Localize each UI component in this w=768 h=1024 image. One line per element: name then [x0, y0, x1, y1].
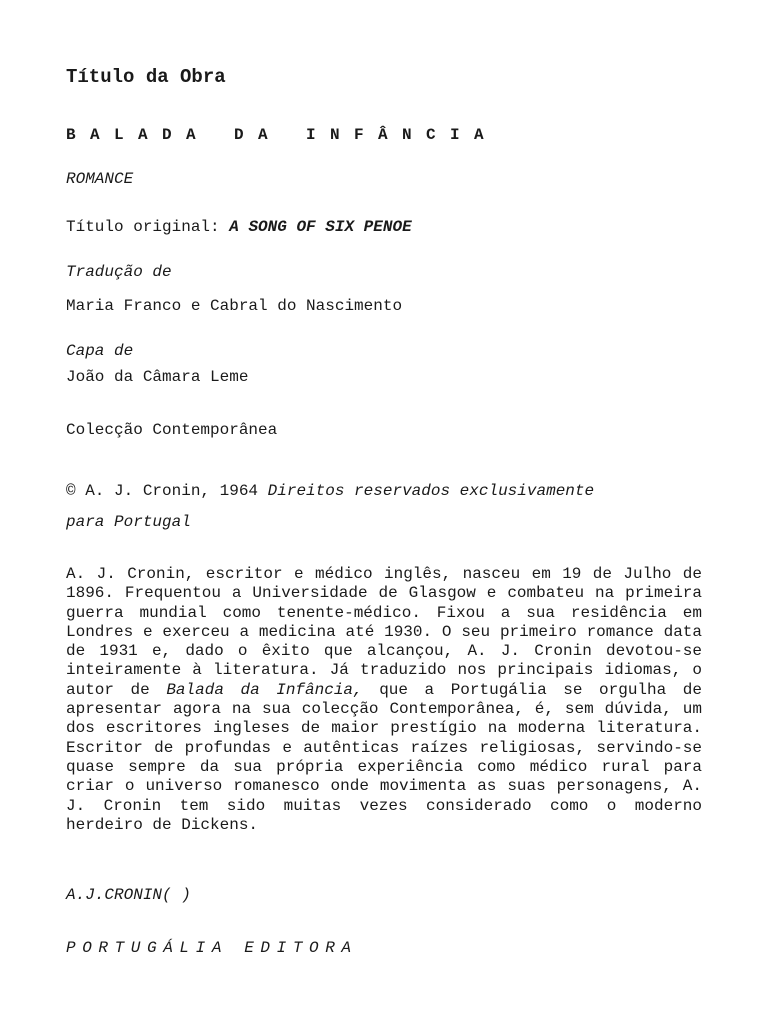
genre-label: ROMANCE: [66, 170, 134, 188]
translators: Maria Franco e Cabral do Nascimento: [66, 297, 403, 315]
original-title-label: Título original:: [66, 218, 230, 236]
publisher-name: PORTUGÁLIA EDITORA: [66, 939, 358, 957]
translation-label: Tradução de: [66, 263, 172, 281]
copyright-line: [66, 482, 594, 501]
cover-artist: João da Câmara Leme: [66, 368, 249, 386]
collection-name: Colecção Contemporânea: [66, 421, 278, 439]
author-signature: A.J.CRONIN( ): [66, 886, 191, 904]
original-title: A SONG OF SIX PENOE: [229, 218, 412, 236]
page-heading: Título da Obra: [66, 66, 226, 88]
author-biography: [66, 565, 702, 835]
original-title-line: [66, 218, 412, 237]
book-title: BALADA DA INFÂNCIA: [66, 126, 499, 144]
bio-book-reference: Balada da Infância,: [166, 680, 363, 699]
cover-label: Capa de: [66, 342, 134, 360]
copyright-notice: © A. J. Cronin, 1964: [66, 482, 268, 500]
bio-part-1: A. J. Cronin, escritor e médico inglês, nasceu em 19 de Julho de 1896. Frequentou a Universidade de Glasgow e combateu na primeira guerra mundial como tenente-médico. Fixou a sua residência em Londres e exerceu a medicina até 1930. O seu primeiro romance data de 1931 e, dado o êxito que alcançou, A. J. Cronin devotou-se inteiramente à literatura. Já traduzido nos principais idiomas, o autor de: [66, 565, 702, 699]
rights-text: Direitos reservados exclusivamente: [267, 482, 595, 500]
bio-part-2: que a Portugália se orgulha de apresentar agora na sua colecção Contemporânea, é, sem dúvida, um dos escritores ingleses de maior prestígio na moderna literatura. Escritor de profundas e autênticas raízes religiosas, servindo-se quase sempre da sua própria experiência como médico rural para criar o universo romanesco onde movimenta as suas personagens, A. J. Cronin tem sido muitas vezes considerado como o moderno herdeiro de Dickens.: [66, 680, 702, 834]
rights-text-continued: para Portugal: [66, 513, 191, 531]
